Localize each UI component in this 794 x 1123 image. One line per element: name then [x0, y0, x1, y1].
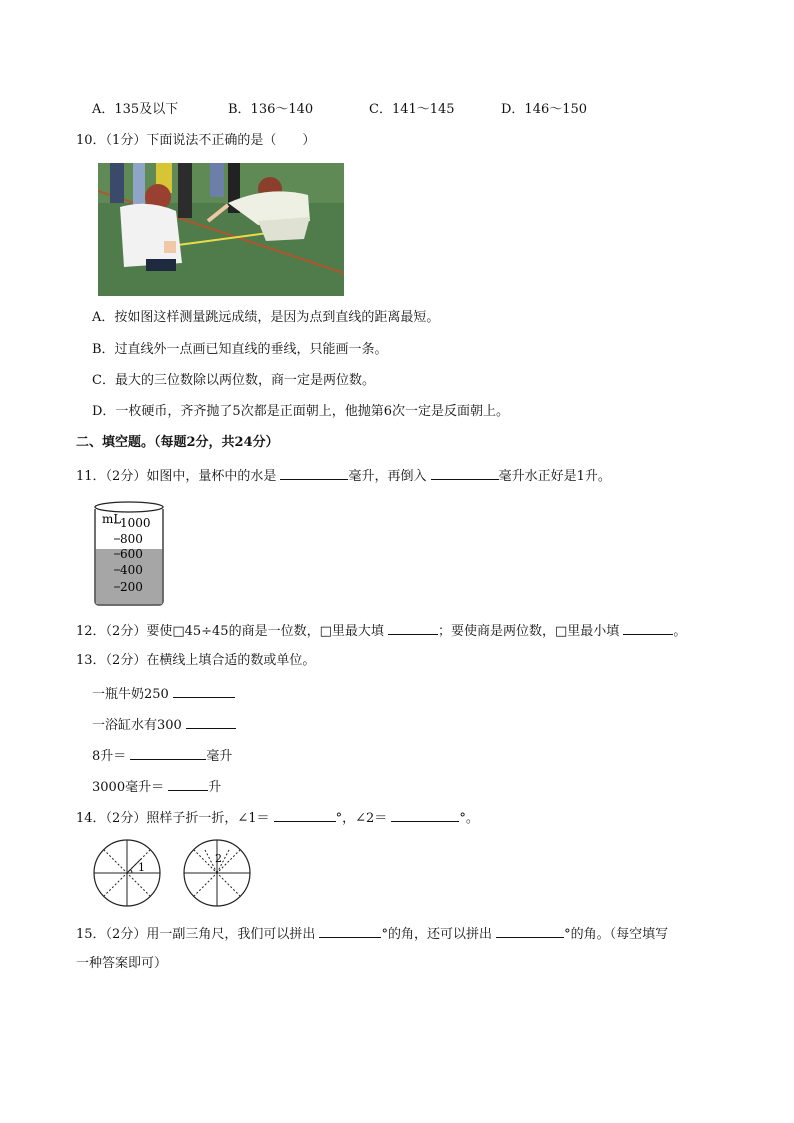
q15-text: 15．（2分）用一副三角尺，我们可以拼出	[76, 927, 320, 942]
answer-blank[interactable]	[280, 466, 348, 480]
q10-option-c: C．最大的三位数除以两位数，商一定是两位数。	[92, 373, 375, 388]
tick-200: 200	[120, 580, 143, 594]
q13-line-2	[92, 715, 236, 735]
q10-option-d: D．一枚硬币，齐齐抛了5次都是正面朝上，他抛第6次一定是反面朝上。	[92, 404, 509, 419]
question-15-line-2: 一种答案即可）	[76, 956, 168, 971]
photo-icon	[98, 163, 344, 296]
answer-blank[interactable]	[623, 621, 673, 635]
answer-blank[interactable]	[274, 808, 336, 822]
tick-400: 400	[120, 563, 143, 577]
q13-text: 一浴缸水有300	[92, 718, 186, 733]
long-jump-measuring-photo	[98, 163, 344, 296]
q11-text-1: 11．（2分）如图中，量杯中的水是	[76, 469, 281, 484]
angle-2-label: 2	[215, 852, 222, 865]
folded-circle-icon	[182, 838, 252, 908]
q12-text-2: ；要使商是两位数，□里最小填	[438, 624, 624, 639]
q12-text-3: 。	[673, 624, 687, 639]
answer-blank[interactable]	[391, 808, 459, 822]
folded-circle-1	[92, 838, 162, 908]
answer-blank[interactable]	[319, 924, 381, 938]
answer-blank[interactable]	[496, 924, 564, 938]
question-13-stem: 13．（2分）在横线上填合适的数或单位。	[76, 653, 316, 668]
q10-option-a: A．按如图这样测量跳远成绩，是因为点到直线的距离最短。	[92, 310, 440, 325]
answer-blank[interactable]	[186, 715, 236, 729]
answer-blank[interactable]	[130, 746, 206, 760]
question-14	[76, 808, 479, 828]
answer-blank[interactable]	[173, 684, 235, 698]
option-a: A．135及以下	[92, 102, 179, 117]
option-c: C．141～145	[369, 102, 455, 117]
q13-line-1	[92, 684, 235, 704]
answer-blank[interactable]	[388, 621, 438, 635]
tick-800: 800	[120, 532, 143, 546]
folded-circle-icon	[92, 838, 162, 908]
q15-text: °的角，还可以拼出	[381, 927, 497, 942]
question-11	[76, 466, 611, 486]
question-12	[76, 621, 686, 641]
q15-text: °的角。（每空填写	[564, 927, 669, 942]
angle-1-label: 1	[138, 861, 145, 874]
section-heading: 二、填空题。（每题2分，共24分）	[76, 435, 279, 450]
q13-text: 升	[208, 780, 222, 795]
tick-1000: 1000	[120, 516, 151, 530]
q13-text: 8升＝	[92, 749, 131, 764]
q12-text-1: 12．（2分）要使□45÷45的商是一位数，□里最大填	[76, 624, 388, 639]
q13-line-3	[92, 746, 232, 766]
answer-blank[interactable]	[431, 466, 499, 480]
q11-text-2: 毫升，再倒入	[348, 469, 431, 484]
folded-circle-2	[182, 838, 252, 908]
question-15	[76, 924, 668, 944]
tick-600: 600	[120, 547, 143, 561]
answer-blank[interactable]	[168, 777, 208, 791]
option-d: D．146～150	[501, 102, 588, 117]
measuring-cup-icon	[92, 497, 168, 609]
q13-text: 毫升	[206, 749, 233, 764]
measuring-cup	[92, 497, 168, 609]
q14-text: 14．（2分）照样子折一折，∠1＝	[76, 811, 274, 826]
question-10-stem: 10．（1分）下面说法不正确的是（ ）	[76, 133, 316, 148]
q13-line-4	[92, 777, 221, 797]
q13-text: 一瓶牛奶250	[92, 687, 173, 702]
unit-label: mL	[102, 512, 122, 526]
q14-text: °，∠2＝	[335, 811, 392, 826]
q10-option-b: B．过直线外一点画已知直线的垂线，只能画一条。	[92, 342, 388, 357]
q11-text-3: 毫升水正好是1升。	[498, 469, 611, 484]
q14-text: °。	[459, 811, 479, 826]
option-b: B．136～140	[228, 102, 314, 117]
q13-text: 3000毫升＝	[92, 780, 169, 795]
